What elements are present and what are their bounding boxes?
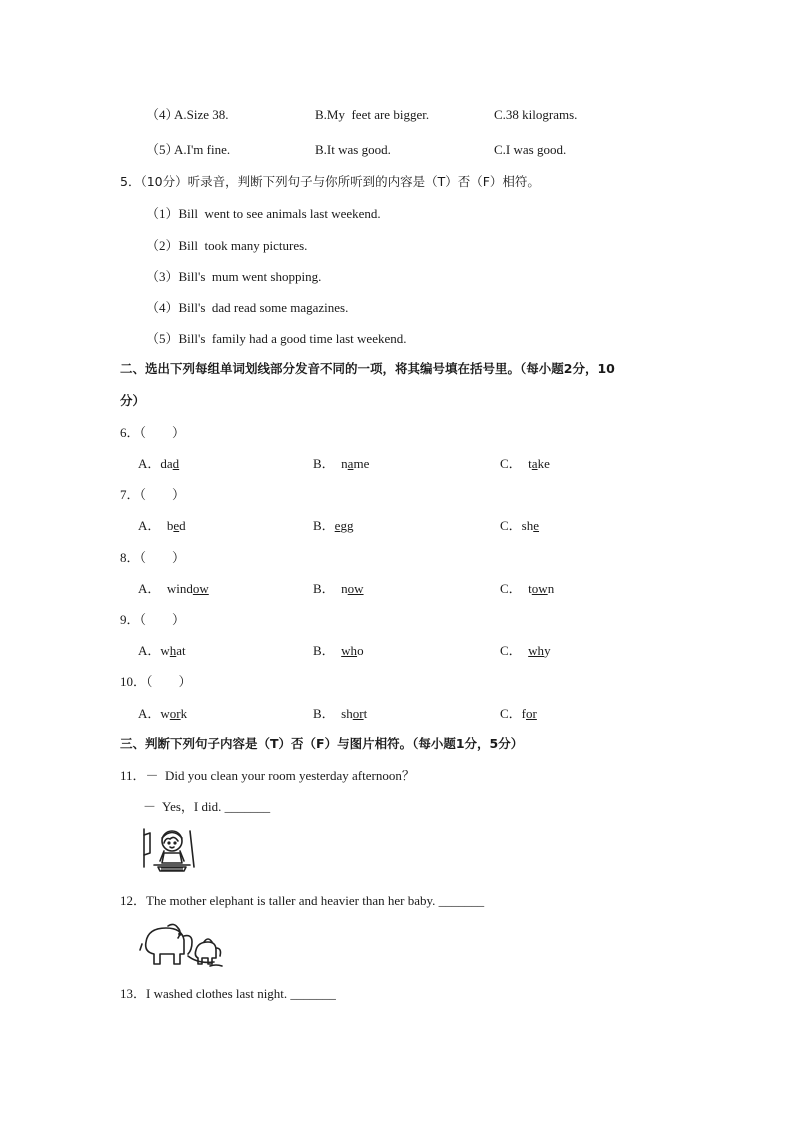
q5-sub-option-a: A.I'm fine.: [174, 142, 231, 157]
option-b: B． who: [313, 643, 364, 658]
question-number: 10．（ ）: [120, 674, 192, 689]
option-b: B． now: [313, 581, 364, 596]
section2-heading: 二、选出下列每组单词划线部分发音不同的一项，将其编号填在括号里。（每小题2分，10: [120, 361, 615, 376]
option-b: B． name: [313, 456, 370, 471]
q5-item: （5）Bill's family had a good time last weekend.: [146, 331, 407, 346]
elephants-picture: [138, 920, 224, 970]
option-c: C． why: [500, 643, 551, 658]
option-c: C．she: [500, 518, 540, 533]
option-b: B． short: [313, 706, 368, 721]
option-c: C．for: [500, 706, 537, 721]
q4-option-c: C.38 kilograms.: [494, 107, 578, 122]
option-b: B．egg: [313, 518, 354, 533]
q5-heading: 5．（10分）听录音，判断下列句子与你所听到的内容是（T）否（F）相符。: [120, 174, 540, 189]
option-c: C． town: [500, 581, 555, 596]
q13-question: 13．I washed clothes last night. _______: [120, 986, 336, 1001]
option-a: A． window: [138, 581, 209, 596]
question-number: 8．（ ）: [120, 550, 186, 565]
option-a: A．work: [138, 706, 188, 721]
q12-question: 12．The mother elephant is taller and heavier than her baby. _______: [120, 893, 485, 908]
q5-sub-option-c: C.I was good.: [494, 142, 567, 157]
q5-sub-number: （5）: [146, 142, 179, 157]
section3-heading: 三、判断下列句子内容是（T）否（F）与图片相符。（每小题1分，5分）: [120, 736, 524, 751]
q5-item: （2）Bill took many pictures.: [146, 238, 308, 253]
option-a: A． bed: [138, 518, 186, 533]
q4-number: （4）: [146, 107, 179, 122]
question-number: 9．（ ）: [120, 612, 186, 627]
q5-item: （3）Bill's mum went shopping.: [146, 269, 322, 284]
question-number: 6．（ ）: [120, 425, 186, 440]
q5-item: （4）Bill's dad read some magazines.: [146, 300, 349, 315]
option-c: C． take: [500, 456, 550, 471]
option-a: A．what: [138, 643, 186, 658]
question-number: 7．（ ）: [120, 487, 186, 502]
section2-heading-cont: 分）: [120, 393, 146, 408]
q5-sub-option-b: B.It was good.: [315, 142, 391, 157]
q11-answer: － Yes，I did. _______: [143, 799, 271, 814]
option-a: A．dad: [138, 456, 180, 471]
q4-option-b: B.My feet are bigger.: [315, 107, 430, 122]
q5-item: （1）Bill went to see animals last weekend.: [146, 206, 381, 221]
q11-question: 11．－ Did you clean your room yesterday afternoon？: [120, 768, 415, 783]
q4-option-a: A.Size 38.: [174, 107, 229, 122]
child-cleaning-room-picture: [140, 823, 198, 875]
